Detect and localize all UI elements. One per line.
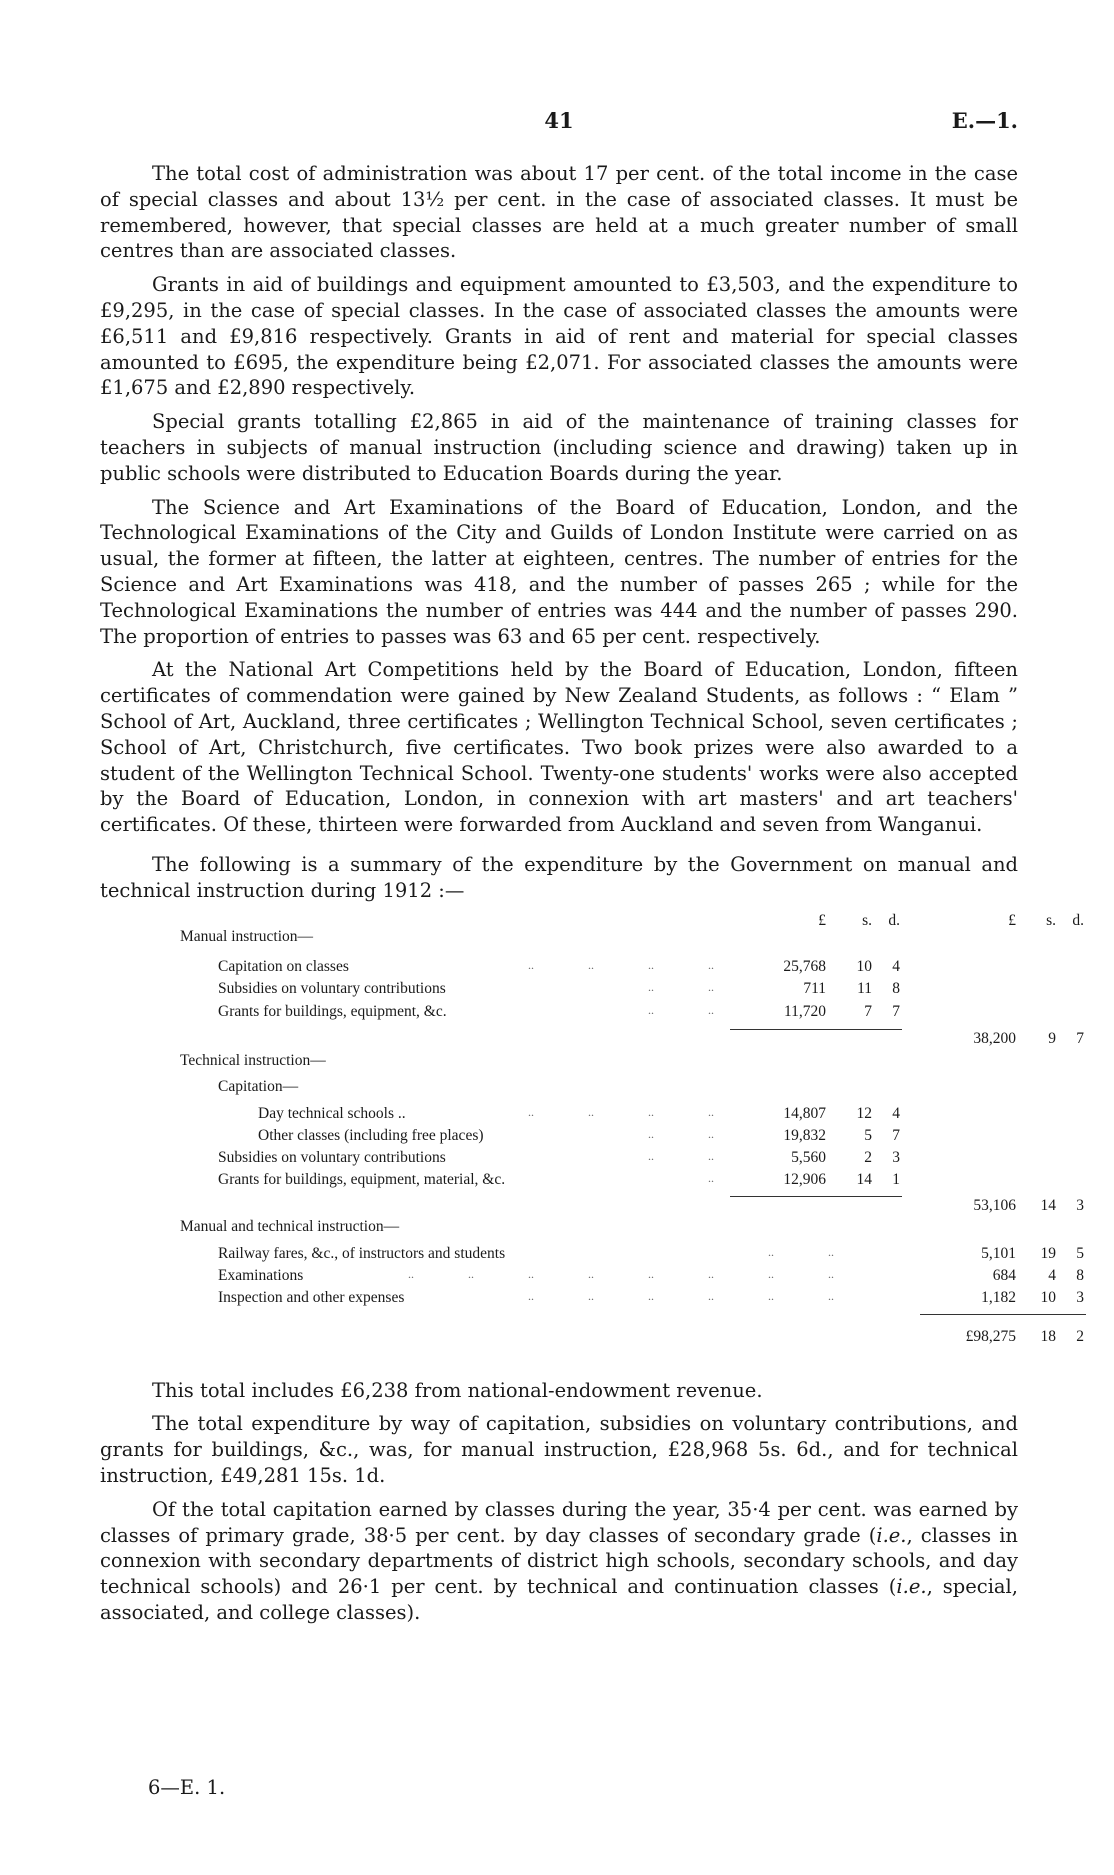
paragraph-administration-cost: The total cost of administration was about 17 per cent. of the total income in the case of special classes and about 13½ per cent. in the case of associated classes. It must be remembered, however, that special classes are held at a much greater number of small centres than are associated classes. (100, 162, 1018, 263)
capitation-text-b: , classes in connexion with secondary departments of district high schools, secondary schools, and day technical schools) and 26·1 per cent. by technical and continuation classes ( (100, 1523, 1018, 1599)
amount-shillings: 7 (864, 1002, 872, 1020)
capitation-subheading: Capitation— (218, 1077, 299, 1095)
col-header-pounds-1: £ (818, 911, 826, 929)
amount-pence: 8 (892, 979, 900, 997)
amount-pence: 3 (1076, 1288, 1084, 1306)
amount-pounds: 5,101 (981, 1244, 1016, 1262)
leader-dots: .. (768, 1244, 774, 1259)
amount-pounds: 14,807 (783, 1104, 826, 1122)
paragraph-examinations: The Science and Art Examinations of the Board of Education, London, and the Technological Examinations of the City and Guilds of London Institute were carried on as usual, the former at fifteen, the latter at eighteen, centres. The number of entries for the Science and Art Examinations was 418, and the number of passes 265 ; while for the Technological Examinations the number of entries was 444 and the number of passes 290. The proportion of entries to passes was 63 and 65 per cent. respectively. (100, 495, 1018, 648)
col-header-shillings-1: s. (862, 911, 872, 929)
both-heading: Manual and technical instruction— (180, 1217, 400, 1235)
leader-dots: .. (768, 1288, 774, 1303)
paragraph-capitation-grades (100, 1497, 1018, 1626)
subtotal-rule (730, 1029, 902, 1030)
leader-dots: .. (588, 1266, 594, 1281)
amount-pence: 7 (892, 1002, 900, 1020)
paragraph-art-competitions: At the National Art Competitions held by the Board of Education, London, fifteen certificates of commendation were gained by New Zealand Students, as follows : “ Elam ” School of Art, Auckland, three certificates ; Wellington Technical School, seven certificates ; School of Art, Christchurch, five certificates. Two book prizes were also awarded to a student of the Wellington Technical School. Twenty-one students' works were also accepted by the Board of Education, London, in connexion with art masters' and art teachers' certificates. Of these, thirteen were forwarded from Auckland and seven from Wanganui. (100, 658, 1018, 837)
manual-subtotal-pence: 7 (1076, 1029, 1084, 1047)
expenditure-table (100, 911, 1084, 1378)
leader-dots: .. (528, 1104, 534, 1119)
row-label: Subsidies on voluntary contributions (218, 979, 446, 997)
row-label: Grants for buildings, equipment, &c. (218, 1002, 447, 1020)
leader-dots: .. (828, 1266, 834, 1281)
amount-shillings: 5 (864, 1126, 872, 1144)
row-label: Capitation on classes (218, 957, 349, 975)
col-header-shillings-2: s. (1046, 911, 1056, 929)
col-header-pounds-2: £ (1008, 911, 1016, 929)
leader-dots: .. (528, 1266, 534, 1281)
amount-shillings: 10 (856, 957, 872, 975)
amount-pence: 8 (1076, 1266, 1084, 1284)
amount-pence: 5 (1076, 1244, 1084, 1262)
leader-dots: .. (588, 1104, 594, 1119)
amount-pence: 4 (892, 1104, 900, 1122)
amount-pence: 7 (892, 1126, 900, 1144)
leader-dots: .. (708, 957, 714, 972)
paragraph-buildings-grants: Grants in aid of buildings and equipment amounted to £3,503, and the expenditure to £9,295, in the case of special classes. In the case of associated classes the amounts were £6,511 and £9,816 respectively. Grants in aid of rent and material for special classes amounted to £695, the expenditure being £2,071. For associated classes the amounts were £1,675 and £2,890 respectively. (100, 273, 1018, 400)
leader-dots: .. (588, 957, 594, 972)
amount-pounds: 12,906 (783, 1170, 826, 1188)
page-header (100, 108, 1018, 138)
amount-shillings: 14 (856, 1170, 872, 1188)
amount-pounds: 684 (992, 1266, 1016, 1284)
amount-shillings: 19 (1040, 1244, 1056, 1262)
manual-subtotal-shillings: 9 (1048, 1029, 1056, 1047)
leader-dots: .. (708, 979, 714, 994)
amount-pounds: 19,832 (783, 1126, 826, 1144)
manual-heading: Manual instruction— (180, 927, 314, 945)
amount-pence: 1 (892, 1170, 900, 1188)
grand-total-shillings: 18 (1040, 1327, 1056, 1345)
leader-dots: .. (648, 1288, 654, 1303)
leader-dots: .. (648, 979, 654, 994)
row-label: Day technical schools .. (258, 1104, 406, 1122)
leader-dots: .. (648, 1266, 654, 1281)
leader-dots: .. (648, 1148, 654, 1163)
amount-pence: 3 (892, 1148, 900, 1166)
technical-subtotal-pence: 3 (1076, 1196, 1084, 1214)
col-header-pence-1: d. (888, 911, 900, 929)
leader-dots: .. (768, 1266, 774, 1281)
capitation-text-c: , special, associated, and college classes). (100, 1575, 1018, 1624)
leader-dots: .. (588, 1288, 594, 1303)
technical-heading: Technical instruction— (180, 1051, 326, 1069)
leader-dots: .. (528, 957, 534, 972)
page-body (100, 161, 1084, 1634)
amount-shillings: 11 (857, 979, 872, 997)
technical-subtotal-pounds: 53,106 (973, 1196, 1016, 1214)
leader-dots: .. (708, 1148, 714, 1163)
signature-mark: 6—E. 1. (148, 1776, 226, 1799)
amount-pounds: 1,182 (981, 1288, 1016, 1306)
leader-dots: .. (468, 1266, 474, 1281)
leader-dots: .. (828, 1244, 834, 1259)
subtotal-rule (730, 1196, 902, 1197)
leader-dots: .. (708, 1266, 714, 1281)
capitation-ie-2: i.e. (896, 1575, 927, 1599)
leader-dots: .. (708, 1126, 714, 1141)
leader-dots: .. (648, 1126, 654, 1141)
amount-pounds: 11,720 (783, 1002, 826, 1020)
capitation-ie-1: i.e. (876, 1523, 907, 1547)
amount-shillings: 4 (1048, 1266, 1056, 1284)
grand-total-pence: 2 (1076, 1327, 1084, 1345)
paragraph-endowment-note: This total includes £6,238 from national-endowment revenue. (152, 1378, 763, 1402)
leader-dots: .. (648, 1002, 654, 1017)
leader-dots: .. (648, 1104, 654, 1119)
row-label: Examinations (218, 1266, 304, 1284)
document-reference: E.—1. (951, 108, 1018, 133)
amount-pounds: 5,560 (791, 1148, 826, 1166)
paragraph-total-expenditure: The total expenditure by way of capitation, subsidies on voluntary contributions, and grants for buildings, &c., was, for manual instruction, £28,968 5s. 6d., and for technical instruction, £49,281 15s. 1d. (100, 1412, 1018, 1487)
grand-total-pounds: £98,275 (965, 1327, 1016, 1345)
row-label: Railway fares, &c., of instructors and students (218, 1244, 506, 1262)
paragraph-special-grants: Special grants totalling £2,865 in aid of the maintenance of training classes for teachers in subjects of manual instruction (including science and drawing) taken up in public schools were distributed to Education Boards during the year. (100, 410, 1018, 485)
amount-shillings: 12 (856, 1104, 872, 1122)
row-label: Inspection and other expenses (218, 1288, 405, 1306)
amount-pounds: 711 (803, 979, 826, 997)
leader-dots: .. (408, 1266, 414, 1281)
manual-subtotal-pounds: 38,200 (973, 1029, 1016, 1047)
leader-dots: .. (528, 1288, 534, 1303)
row-label: Grants for buildings, equipment, material, &c. (218, 1170, 506, 1188)
capitation-text-a: Of the total capitation earned by classes during the year, 35·4 per cent. was earned by classes of primary grade, 38·5 per cent. by day classes of secondary grade ( (100, 1497, 1018, 1547)
amount-shillings: 2 (864, 1148, 872, 1166)
amount-shillings: 10 (1040, 1288, 1056, 1306)
technical-subtotal-shillings: 14 (1040, 1196, 1056, 1214)
amount-pounds: 25,768 (783, 957, 826, 975)
col-header-pence-2: d. (1072, 911, 1084, 929)
leader-dots: .. (648, 957, 654, 972)
leader-dots: .. (708, 1104, 714, 1119)
leader-dots: .. (708, 1170, 714, 1185)
total-rule (920, 1314, 1086, 1315)
leader-dots: .. (828, 1288, 834, 1303)
paragraph-summary-intro: The following is a summary of the expenditure by the Government on manual and technical instruction during 1912 :— (100, 852, 1018, 902)
amount-pence: 4 (892, 957, 900, 975)
row-label: Subsidies on voluntary contributions (218, 1148, 446, 1166)
row-label: Other classes (including free places) (258, 1126, 484, 1144)
page-number: 41 (544, 108, 574, 133)
leader-dots: .. (708, 1288, 714, 1303)
leader-dots: .. (708, 1002, 714, 1017)
